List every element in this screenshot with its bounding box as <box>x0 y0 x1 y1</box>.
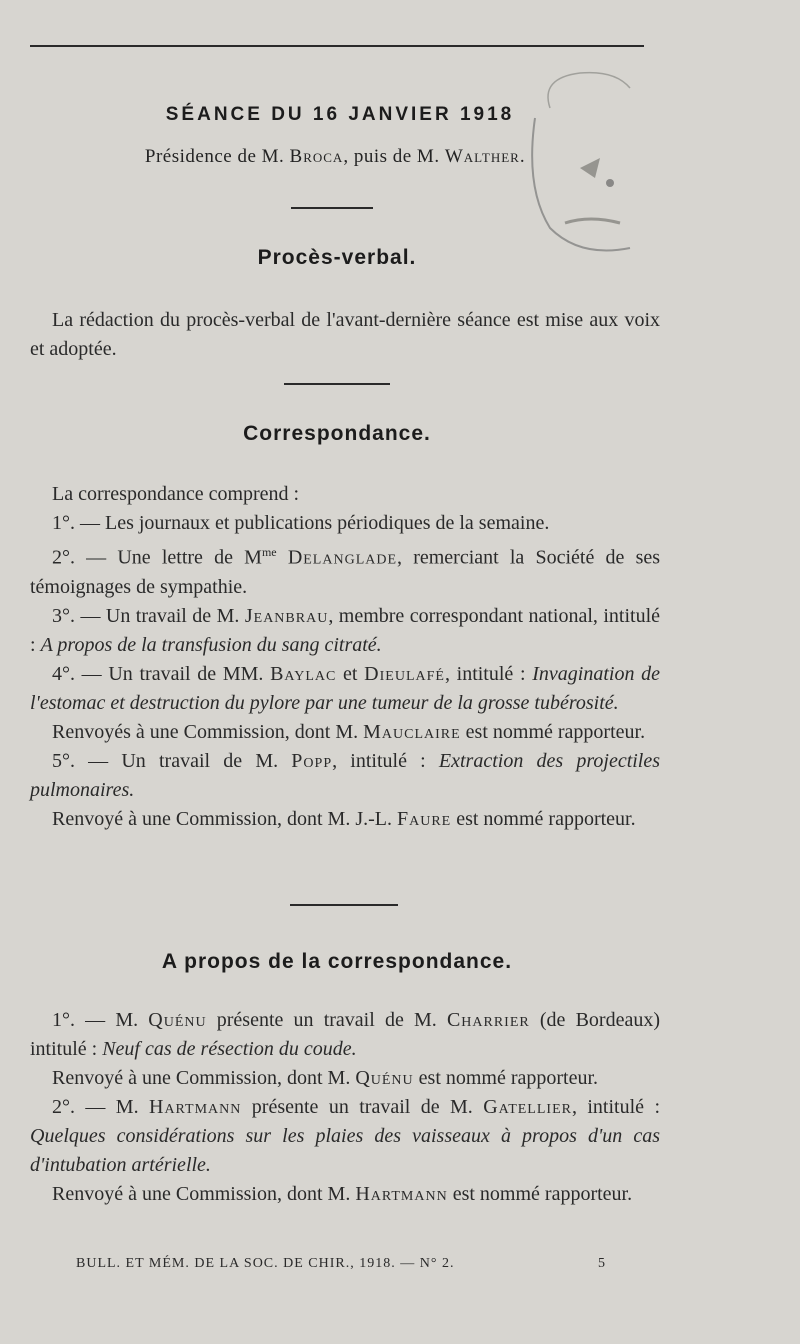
correspondance-title: Correspondance. <box>243 422 431 445</box>
a-propos-item-1: 1°. — M. Quénu présente un travail de M. Charrier (de Bordeaux) intitulé : Neuf cas de résection du coude. <box>30 1009 661 1060</box>
a-propos-renvoi-2: Renvoyé à une Commission, dont M. Hartmann est nommé rapporteur. <box>52 1183 633 1205</box>
correspondance-item-3: 3°. — Un travail de M. Jeanbrau, membre correspondant national, intitulé : A propos de la transfusion du sang citraté. <box>30 604 660 656</box>
proces-verbal-text: La rédaction du procès-verbal de l'avant-dernière séance est mise aux voix et adoptée. <box>30 309 660 360</box>
correspondance-item-4: 4°. — Un travail de MM. Baylac et Dieulafé, intitulé : Invagination de l'estomac et destruction du pylore par une tumeur de la grosse tubérosité. <box>30 662 661 714</box>
section-divider <box>284 383 390 385</box>
page-number: 5 <box>598 1256 606 1271</box>
a-propos-item-2: 2°. — M. Hartmann présente un travail de M. Gatellier, intitulé : Quelques considérations sur les plaies des vaisseaux à propos d'un cas d'intubation artérielle. <box>30 1096 660 1176</box>
correspondance-item-2: 2°. — Une lettre de $M^{me}$ Delanglade, remerciant la Société de ses témoignages de sympathie. <box>30 545 661 598</box>
presidence-line: Présidence de M. Broca, puis de M. Walther. <box>144 146 526 167</box>
section-divider <box>290 904 398 906</box>
page-footer <box>76 1256 606 1272</box>
a-propos-title: A propos de la correspondance. <box>161 950 513 973</box>
page-heading: SÉANCE DU 16 JANVIER 1918 <box>165 104 515 125</box>
correspondance-renvoi-1: Renvoyés à une Commission, dont M. Mauclaire est nommé rapporteur. <box>52 720 646 743</box>
a-propos-renvoi-1: Renvoyé à une Commission, dont M. Quénu est nommé rapporteur. <box>52 1067 599 1089</box>
correspondance-renvoi-2: Renvoyé à une Commission, dont M. J.-L. Faure est nommé rapporteur. <box>52 807 636 830</box>
journal-citation: BULL. ET MÉM. DE LA SOC. DE CHIR., 1918. — N° 2. <box>76 1256 455 1271</box>
proces-verbal-title: Procès-verbal. <box>257 246 417 269</box>
correspondance-intro: La correspondance comprend : <box>52 483 300 505</box>
correspondance-body <box>30 480 660 834</box>
correspondance-item-5: 5°. — Un travail de M. Popp, intitulé : Extraction des projectiles pulmonaires. <box>30 749 661 801</box>
top-rule <box>30 45 644 47</box>
a-propos-body <box>30 1006 660 1209</box>
correspondance-item-1: 1°. — Les journaux et publications périodiques de la semaine. <box>52 512 550 534</box>
section-divider <box>291 207 373 209</box>
